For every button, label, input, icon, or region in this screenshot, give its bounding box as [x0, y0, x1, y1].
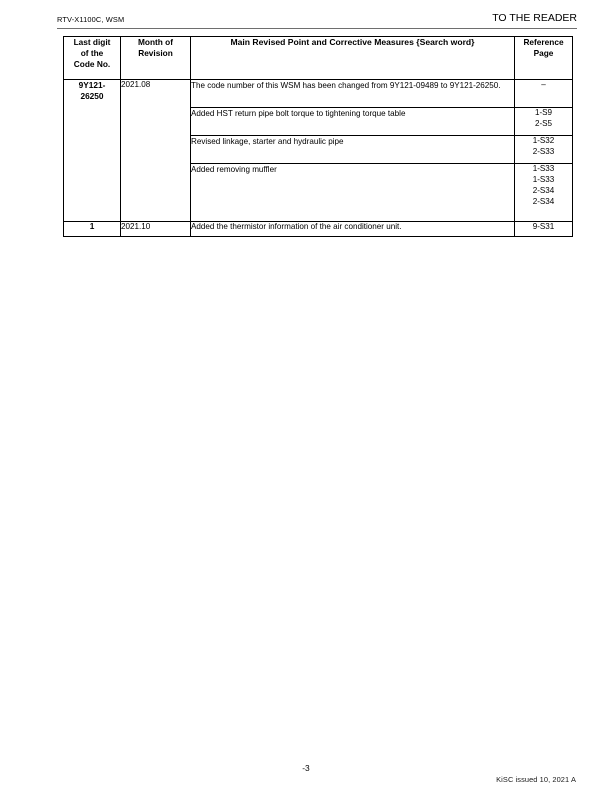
table-row [64, 222, 573, 237]
column-header-code-no [64, 37, 121, 80]
cell-month: 2021.08 [121, 80, 191, 222]
cell-reference-page [515, 164, 573, 222]
column-header-reference-line2: Page [533, 47, 554, 58]
column-header-reference-page [515, 37, 573, 80]
cell-description: Added removing muffler [191, 164, 515, 222]
cell-code-no-line1: 9Y121- [78, 80, 106, 90]
cell-code-no [64, 80, 121, 222]
column-header-reference-line1: Reference [523, 37, 564, 47]
reference-page-entry: 1-S9 [534, 108, 553, 117]
header-section-title: TO THE READER [492, 12, 577, 24]
reference-page-entry: 2-S5 [534, 118, 553, 128]
header-model-label: RTV-X1100C, WSM [57, 15, 125, 25]
header-divider-rule [57, 28, 577, 29]
revision-table-container [63, 36, 572, 237]
reference-page-entry: 2-S34 [532, 185, 555, 195]
cell-description: The code number of this WSM has been changed from 9Y121-09489 to 9Y121-26250. [191, 80, 515, 108]
cell-reference-page [515, 80, 573, 108]
column-header-code-no-line3: Code No. [73, 58, 111, 69]
page-number: -3 [302, 763, 310, 773]
table-row [64, 80, 573, 108]
cell-reference-page [515, 136, 573, 164]
reference-page-entry: 9-S31 [532, 222, 555, 231]
revision-history-table [63, 36, 573, 237]
footer-issue-note: KiSC issued 10, 2021 A [496, 775, 576, 784]
cell-description: Revised linkage, starter and hydraulic pipe [191, 136, 515, 164]
reference-page-entry: – [541, 80, 546, 89]
cell-description: Added the thermistor information of the air conditioner unit. [191, 222, 515, 237]
cell-code-no-line2: 26250 [80, 90, 104, 101]
column-header-code-no-line1: Last digit [73, 37, 111, 47]
cell-description: Added HST return pipe bolt torque to tightening torque table [191, 108, 515, 136]
column-header-main-point: Main Revised Point and Corrective Measures {Search word} [191, 37, 515, 80]
column-header-month-line1: Month of [137, 37, 173, 47]
running-header [57, 13, 577, 24]
cell-code-no: 1 [64, 222, 121, 237]
column-header-code-no-line2: of the [80, 47, 104, 58]
cell-month: 2021.10 [121, 222, 191, 237]
reference-page-entry: 2-S33 [532, 146, 555, 156]
column-header-month [121, 37, 191, 80]
column-header-month-line2: Revision [138, 47, 173, 58]
cell-reference-page [515, 222, 573, 237]
reference-page-entry: 1-S33 [532, 174, 555, 184]
cell-reference-page [515, 108, 573, 136]
reference-page-entry: 1-S32 [532, 136, 555, 145]
table-header-row [64, 37, 573, 80]
reference-page-entry: 2-S34 [532, 196, 555, 206]
reference-page-entry: 1-S33 [532, 164, 555, 173]
